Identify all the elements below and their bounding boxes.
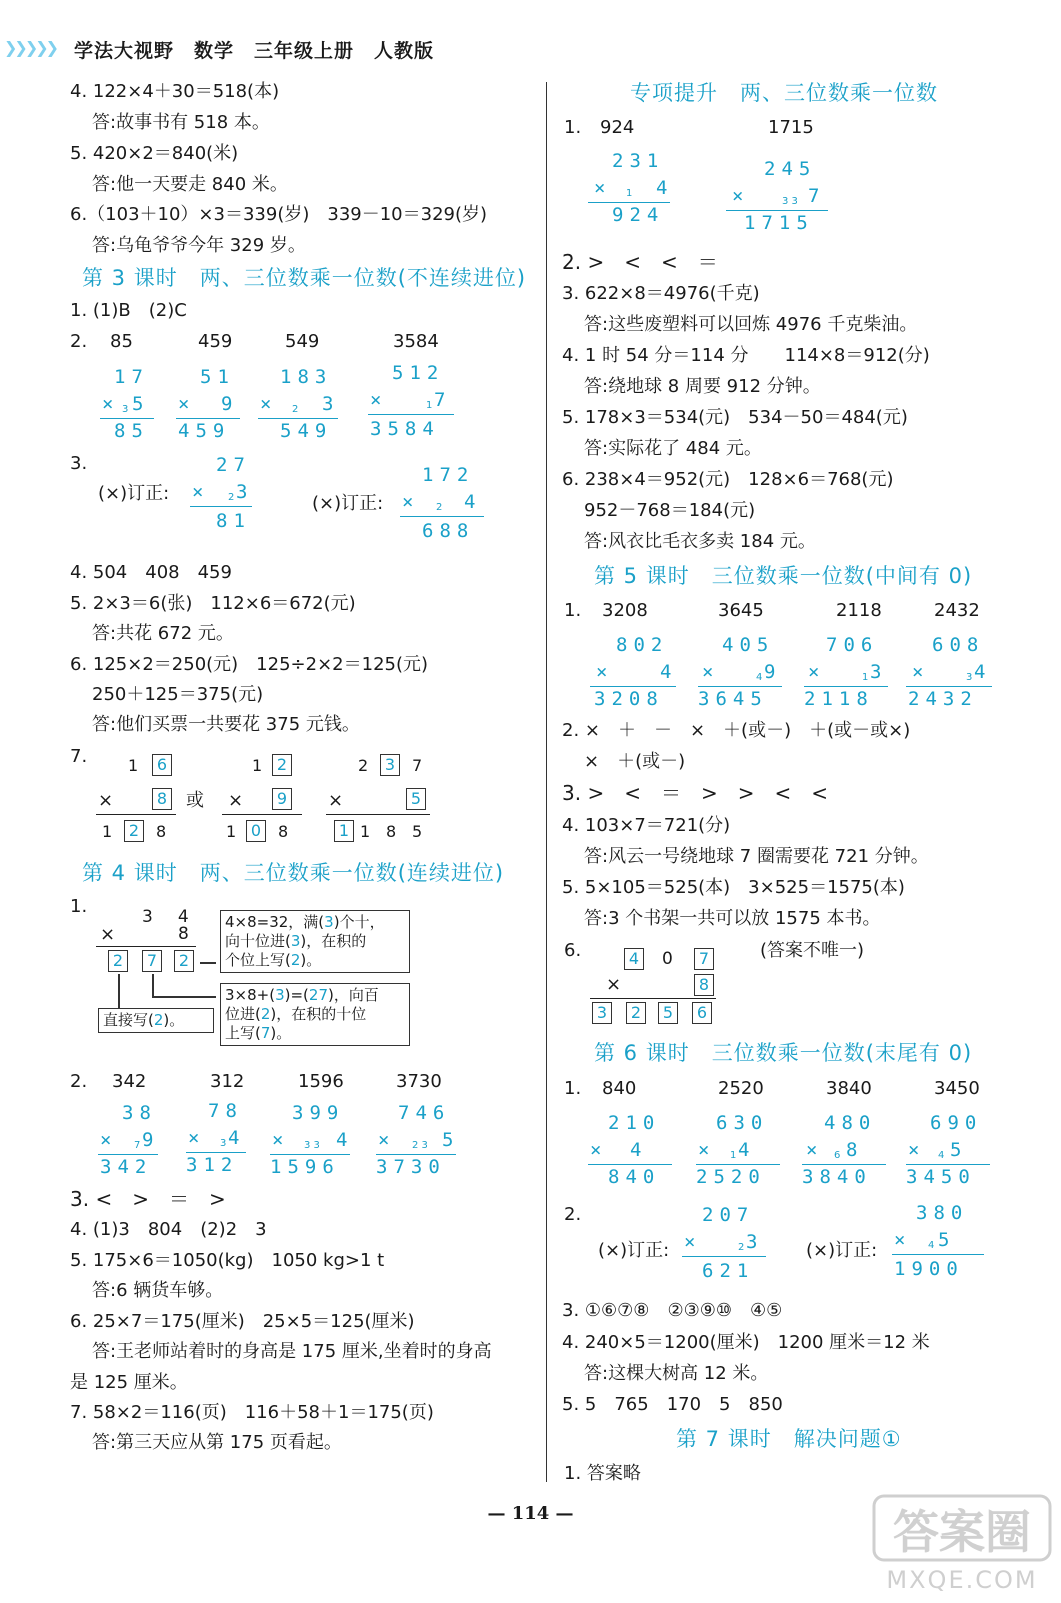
multiplicand: 399: [292, 1102, 345, 1124]
answer-box: 6: [152, 754, 172, 776]
answer-box: 6: [692, 1002, 712, 1024]
section-title: 第 3 课时 两、三位数乘一位数(不连续进位): [82, 266, 527, 290]
line: 4. 504 408 459: [70, 562, 232, 583]
digit: 8: [386, 822, 397, 841]
carry-digit: 4: [928, 1240, 935, 1251]
explanation-box: 直接写(2)。: [98, 1008, 214, 1033]
times-sign: ×: [596, 661, 614, 683]
multiplier: 3: [746, 1231, 764, 1253]
explanation-box: 3×8+(3)=(27)，向百 位进(2)，在积的十位 上写(7)。: [220, 983, 410, 1046]
multiplicand: 608: [932, 634, 985, 656]
correction-prefix: (×)订正:: [598, 1240, 670, 1261]
product: 85: [114, 420, 149, 442]
section-title: 专项提升 两、三位数乘一位数: [630, 81, 938, 105]
carry-digit: 1: [730, 1150, 737, 1161]
carry-digit: 2: [292, 404, 299, 415]
vertical-multiplication: [588, 1112, 678, 1192]
times-sign: ×: [178, 393, 196, 415]
line: 4. (1)3 804 (2)2 3: [70, 1219, 267, 1240]
multiplier: 4: [464, 491, 482, 513]
carry-digit: 2: [738, 1242, 745, 1253]
multiplier: 8: [846, 1139, 864, 1161]
carry-digit: 3: [966, 672, 973, 683]
question-number: 2.: [70, 1071, 88, 1092]
product: 1900: [894, 1258, 964, 1280]
vertical-multiplication: [696, 1112, 786, 1192]
page-number: — 114 —: [487, 1503, 574, 1524]
question-number: 3.: [70, 453, 88, 474]
carry-digit: 4: [938, 1150, 945, 1161]
vertical-multiplication: [98, 1102, 162, 1182]
column-divider: [546, 82, 547, 1482]
line: 答:这些废塑料可以回炼 4976 千克柴油。: [584, 314, 918, 335]
line: 6. 125×2＝250(元) 125÷2×2＝125(元): [70, 654, 429, 675]
product: 621: [702, 1260, 755, 1282]
multiplicand: 17: [114, 366, 149, 388]
vertical-multiplication: [186, 1100, 250, 1180]
arrow-right-icon: [200, 962, 216, 964]
vertical-multiplication: [400, 464, 490, 544]
question-number: 1.: [564, 117, 582, 138]
product: 3840: [802, 1166, 872, 1188]
multiplicand: 78: [208, 1100, 243, 1122]
multiplicand: 51: [200, 366, 235, 388]
answer-box: 7: [142, 950, 162, 972]
times-sign: ×: [98, 790, 114, 811]
product: 688: [422, 520, 475, 542]
answer-value: 459: [198, 331, 233, 352]
header-title: 学法大视野 数学 三年级上册 人教版: [74, 40, 435, 62]
vertical-multiplication: [892, 1202, 988, 1282]
line: × ＋(或－): [584, 751, 686, 772]
line: 5. 178×3＝534(元) 534－50＝484(元): [562, 407, 908, 428]
answer-value: 1596: [298, 1071, 344, 1092]
watermark-text: MXQE.COM: [886, 1566, 1038, 1594]
multiplier: 5: [950, 1139, 968, 1161]
multiplicand: 27: [216, 454, 251, 476]
vertical-multiplication: [176, 366, 246, 446]
answer-value: 312: [210, 1071, 245, 1092]
multiplier: 3: [870, 661, 888, 683]
line: 6. 238×4＝952(元) 128×6＝768(元): [562, 469, 894, 490]
line: 答:共花 672 元。: [92, 623, 234, 644]
section-title: 第 6 课时 三位数乘一位数(末尾有 0): [594, 1041, 973, 1065]
question-number: 2.: [564, 1204, 582, 1225]
times-sign: ×: [606, 974, 622, 995]
times-sign: ×: [808, 661, 826, 683]
answer-value: 1715: [768, 117, 814, 138]
multiplier: 4: [738, 1139, 756, 1161]
line: 1. (1)B (2)C: [70, 300, 187, 321]
multiplier: 5: [442, 1129, 460, 1151]
vertical-multiplication: [258, 366, 338, 446]
times-sign: ×: [188, 1127, 206, 1149]
multiplicand: 802: [616, 634, 669, 656]
times-sign: ×: [100, 924, 116, 945]
line: 5. 2×3＝6(张) 112×6＝672(元): [70, 593, 356, 614]
vertical-multiplication: [726, 158, 830, 238]
carry-digit: 3 3: [304, 1140, 320, 1151]
answer-value: 840: [602, 1078, 637, 1099]
vertical-multiplication: [100, 366, 160, 446]
answer-value: 3584: [393, 331, 439, 352]
line: 4. 103×7＝721(分): [562, 815, 731, 836]
multiplier: 4: [974, 661, 992, 683]
multiplier: 4: [228, 1127, 246, 1149]
carry-digit: 3 3: [782, 196, 798, 207]
line: 3. ①⑥⑦⑧ ②③⑨⑩ ④⑤: [562, 1300, 783, 1321]
digit-puzzle: [96, 754, 180, 844]
line: 答:3 个书架一共可以放 1575 本书。: [584, 908, 881, 929]
multiplicand: 207: [702, 1204, 755, 1226]
answer-value: 85: [110, 331, 133, 352]
answer-box: 7: [694, 948, 714, 970]
line: 5. 5×105＝525(本) 3×525＝1575(本): [562, 877, 905, 898]
question-number: 7.: [70, 746, 88, 767]
multiplicand: 245: [764, 158, 817, 180]
times-sign: ×: [684, 1231, 702, 1253]
product: 459: [178, 420, 231, 442]
line: 答:绕地球 8 周要 912 分钟。: [584, 376, 821, 397]
product: 840: [608, 1166, 661, 1188]
line: 5. 5 765 170 5 850: [562, 1394, 783, 1415]
product: 3645: [698, 688, 768, 710]
product: 3450: [906, 1166, 976, 1188]
multiplier: 4: [660, 661, 678, 683]
answer-box: 2: [124, 820, 144, 842]
carry-digit: 2: [436, 502, 443, 513]
question-number: 2.: [70, 331, 88, 352]
multiplicand: 746: [398, 1102, 451, 1124]
vertical-multiplication: [698, 634, 788, 714]
answer-box: 8: [694, 974, 714, 996]
answer-value: 3840: [826, 1078, 872, 1099]
digit: 0: [662, 949, 673, 969]
question-number: 1.: [564, 1078, 582, 1099]
carry-digit: 3: [220, 1138, 227, 1149]
times-sign: ×: [908, 1139, 926, 1161]
times-sign: ×: [260, 393, 278, 415]
answer-value: 3730: [396, 1071, 442, 1092]
times-sign: ×: [402, 491, 420, 513]
multiplier: 7: [434, 389, 452, 411]
answer-box: 1: [334, 820, 354, 842]
digit: 5: [412, 822, 423, 841]
multiplicand: 231: [612, 150, 665, 172]
line: 5. 175×6＝1050(kg) 1050 kg>1 t: [70, 1250, 385, 1271]
line: 2. > < < ＝: [562, 250, 718, 274]
multiplicand: 405: [722, 634, 775, 656]
answer-box: 3: [380, 754, 400, 776]
product: 2520: [696, 1166, 766, 1188]
digit-puzzle: [326, 754, 436, 844]
line: 5. 420×2＝840(米): [70, 143, 239, 164]
answer-value: 924: [600, 117, 635, 138]
line: 答:乌龟爷爷今年 329 岁。: [92, 235, 306, 256]
correction-prefix: (×)订正:: [312, 493, 384, 514]
times-sign: ×: [192, 481, 210, 503]
digit-puzzle: [590, 948, 720, 1028]
vertical-multiplication: [368, 362, 458, 442]
section-title: 第 5 课时 三位数乘一位数(中间有 0): [594, 564, 973, 588]
multiplier: 9: [142, 1129, 160, 1151]
answer-box: 2: [272, 754, 292, 776]
answer-box: 4: [624, 948, 644, 970]
line: 3. 622×8＝4976(千克): [562, 283, 760, 304]
digit: 1: [226, 822, 237, 841]
vertical-multiplication: [802, 1112, 892, 1192]
multiplier: 8: [178, 924, 189, 944]
answer-box: 2: [626, 1002, 646, 1024]
times-sign: ×: [100, 1129, 118, 1151]
answer-value: 3450: [934, 1078, 980, 1099]
times-sign: ×: [702, 661, 720, 683]
multiplicand: 706: [826, 634, 879, 656]
line: 3. < > ＝ >: [70, 1187, 226, 1211]
product: 2118: [804, 688, 874, 710]
answer-box: 5: [658, 1002, 678, 1024]
line: 4. 1 时 54 分＝114 分 114×8＝912(分): [562, 345, 930, 366]
line: 答:这棵大树高 12 米。: [584, 1363, 769, 1384]
multiplier: 9: [221, 393, 239, 415]
vertical-multiplication: [190, 454, 254, 534]
answer-box: 2: [108, 950, 128, 972]
times-sign: ×: [370, 389, 388, 411]
answer-value: 3645: [718, 600, 764, 621]
product: 2432: [908, 688, 978, 710]
digit: 1: [252, 756, 263, 775]
vertical-multiplication: [590, 634, 680, 714]
digit-puzzle: [222, 754, 306, 844]
section-title: 第 7 课时 解决问题①: [676, 1427, 902, 1451]
answer-value: 549: [285, 331, 320, 352]
multiplier: 9: [764, 661, 782, 683]
question-number: 6.: [564, 940, 582, 961]
line: 答:6 辆货车够。: [92, 1280, 224, 1301]
carry-digit: 7: [134, 1140, 141, 1151]
line: 250＋125＝375(元): [92, 684, 264, 705]
multiplier: 4: [630, 1139, 648, 1161]
multiplier: 5: [938, 1229, 956, 1251]
explanation-box: 4×8=32，满(3)个十， 向十位进(3)，在积的 个位上写(2)。: [220, 910, 410, 973]
multiplier: 4: [336, 1129, 354, 1151]
or-label: 或: [186, 790, 204, 811]
vertical-multiplication: [588, 150, 672, 230]
multiplicand: 3 4: [142, 907, 193, 927]
times-sign: ×: [328, 790, 344, 811]
line: 6.（103＋10）×3＝339(岁) 339－10＝329(岁): [70, 204, 488, 225]
digit: 2: [358, 756, 369, 775]
answer-value: 2118: [836, 600, 882, 621]
line: 答:实际花了 484 元。: [584, 438, 762, 459]
times-sign: ×: [102, 393, 120, 415]
product: 549: [280, 420, 333, 442]
product: 3730: [376, 1156, 446, 1178]
times-sign: ×: [272, 1129, 290, 1151]
digit: 1: [128, 756, 139, 775]
multiplicand: 512: [392, 362, 445, 384]
vertical-multiplication: [906, 634, 996, 714]
vertical-multiplication: [270, 1102, 354, 1182]
product: 342: [100, 1156, 153, 1178]
multiplicand: 380: [916, 1202, 969, 1224]
product: 1596: [270, 1156, 340, 1178]
line: 4. 122×4＋30＝518(本): [70, 81, 280, 102]
answer-box: 0: [246, 820, 266, 842]
section-title: 第 4 课时 两、三位数乘一位数(连续进位): [82, 861, 505, 885]
answer-box: 8: [152, 788, 172, 810]
vertical-multiplication: [376, 1102, 460, 1182]
carry-digit: 1: [426, 400, 433, 411]
multiplicand: 690: [930, 1112, 983, 1134]
product: 81: [216, 510, 251, 532]
multiplicand: 38: [122, 1102, 157, 1124]
correction-prefix: (×)订正:: [98, 483, 170, 504]
answer-box: 5: [406, 788, 426, 810]
multiplier: 7: [808, 185, 826, 207]
times-sign: ×: [912, 661, 930, 683]
carry-digit: 1: [626, 188, 633, 199]
line: 答:第三天应从第 175 页看起。: [92, 1432, 342, 1453]
line: 4. 240×5＝1200(厘米) 1200 厘米＝12 米: [562, 1332, 930, 1353]
note-text: (答案不唯一): [760, 940, 865, 961]
answer-box: 3: [592, 1002, 612, 1024]
line: 2. × ＋ － × ＋(或－) ＋(或－或×): [562, 720, 911, 741]
correction-prefix: (×)订正:: [806, 1240, 878, 1261]
vertical-multiplication: [804, 634, 890, 714]
line: 952－768＝184(元): [584, 500, 756, 521]
arrow-right-icon: [152, 996, 216, 998]
answer-value: 2432: [934, 600, 980, 621]
times-sign: ×: [378, 1129, 396, 1151]
line: 答:风云一号绕地球 7 圈需要花 721 分钟。: [584, 846, 929, 867]
vertical-multiplication: [682, 1204, 768, 1284]
line: 1. 答案略: [564, 1463, 641, 1484]
vertical-multiplication: [906, 1112, 996, 1192]
digit: 8: [278, 822, 289, 841]
times-sign: ×: [594, 177, 612, 199]
page-header: [0, 30, 1061, 64]
times-sign: ×: [590, 1139, 608, 1161]
multiplicand: 480: [824, 1112, 877, 1134]
answer-box: 2: [174, 950, 194, 972]
digit: 7: [412, 756, 423, 775]
line: 3. > < ＝ > > < <: [562, 781, 828, 805]
carry-digit: 2 3: [412, 1140, 428, 1151]
multiplicand: 183: [280, 366, 333, 388]
question-number: 1.: [564, 600, 582, 621]
product: 312: [186, 1154, 239, 1176]
line: 答:风衣比毛衣多卖 184 元。: [584, 531, 816, 552]
line: 6. 25×7＝175(厘米) 25×5＝125(厘米): [70, 1311, 415, 1332]
digit: 1: [102, 822, 113, 841]
line: 是 125 厘米。: [70, 1372, 188, 1393]
product: 924: [612, 204, 665, 226]
multiplier: 5: [132, 393, 150, 415]
carry-digit: 3: [122, 404, 129, 415]
line: 答:他一天要走 840 米。: [92, 174, 288, 195]
multiplicand: 210: [608, 1112, 661, 1134]
digit: 8: [156, 822, 167, 841]
chevron-decoration-icon: ❯❯❯❯❯: [4, 38, 57, 57]
product: 3584: [370, 418, 440, 440]
multiplier: 3: [236, 481, 254, 503]
answer-value: 2520: [718, 1078, 764, 1099]
watermark-text: 答案圈: [893, 1505, 1031, 1559]
multiplier: 4: [656, 177, 674, 199]
product: 3208: [594, 688, 664, 710]
times-sign: ×: [732, 185, 750, 207]
arrow-down-icon: [118, 974, 120, 1008]
line: 答:他们买票一共要花 375 元钱。: [92, 714, 360, 735]
line: 7. 58×2＝116(页) 116＋58＋1＝175(页): [70, 1402, 434, 1423]
carry-digit: 1: [862, 672, 869, 683]
watermark-logo: [870, 1490, 1055, 1598]
multiplier: 3: [322, 393, 340, 415]
line: 答:王老师站着时的身高是 175 厘米,坐着时的身高: [92, 1341, 492, 1362]
carry-digit: 6: [834, 1150, 841, 1161]
answer-value: 342: [112, 1071, 147, 1092]
multiplicand: 172: [422, 464, 475, 486]
times-sign: ×: [806, 1139, 824, 1161]
times-sign: ×: [228, 790, 244, 811]
multiplicand: 630: [716, 1112, 769, 1134]
line: 答:故事书有 518 本。: [92, 112, 270, 133]
question-number: 1.: [70, 896, 88, 917]
digit: 1: [360, 822, 371, 841]
carry-digit: 2: [228, 492, 235, 503]
product: 1715: [744, 212, 814, 234]
answer-box: 9: [272, 788, 292, 810]
carry-digit: 4: [756, 672, 763, 683]
times-sign: ×: [698, 1139, 716, 1161]
answer-value: 3208: [602, 600, 648, 621]
times-sign: ×: [894, 1229, 912, 1251]
